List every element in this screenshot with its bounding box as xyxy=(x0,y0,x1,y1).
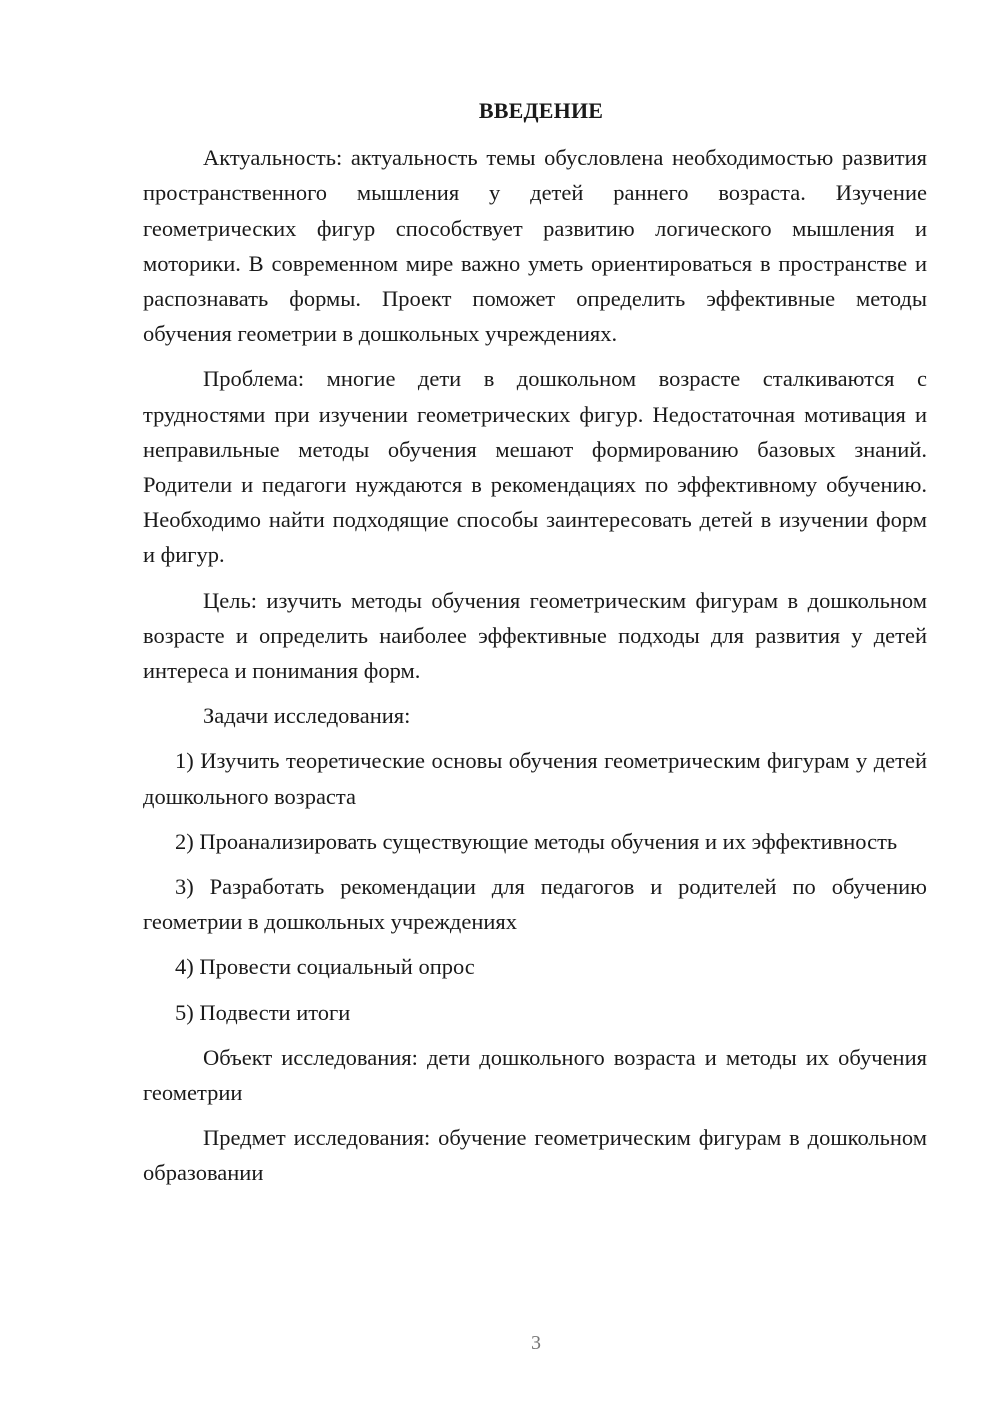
task-item-2: 2) Проанализировать существующие методы обучения и их эффективность xyxy=(175,828,898,854)
task-item-1: 1) Изучить теоретические основы обучения геометрическим фигурам у детей дошкольного возраста xyxy=(143,748,927,809)
page-title: ВВЕДЕНИЕ xyxy=(478,98,604,123)
relevance-paragraph: Актуальность: актуальность темы обусловлена необходимостью развития пространственного мышления у детей раннего возраста. Изучение геометрических фигур способствует развитию логического мышления и моторики. В современном мире важно уметь ориентироваться в пространстве и распознавать формы. Проект поможет определить эффективные методы обучения геометрии в дошкольных учреждениях. xyxy=(143,145,927,347)
tasks-list xyxy=(143,743,927,1029)
goal-paragraph: Цель: изучить методы обучения геометрическим фигурам в дошкольном возрасте и определить наиболее эффективные подходы для развития у детей интереса и понимания форм. xyxy=(143,587,927,684)
task-item-5: 5) Подвести итоги xyxy=(175,999,351,1025)
task-item-4: 4) Провести социальный опрос xyxy=(175,954,475,980)
object-paragraph: Объект исследования: дети дошкольного возраста и методы их обучения геометрии xyxy=(143,1044,927,1106)
page-number: 3 xyxy=(531,1332,541,1354)
task-item-3: 3) Разработать рекомендации для педагогов и родителей по обучению геометрии в дошкольных учреждениях xyxy=(143,874,927,935)
tasks-heading: Задачи исследования: xyxy=(203,703,411,729)
subject-paragraph: Предмет исследования: обучение геометрическим фигурам в дошкольном образовании xyxy=(143,1125,927,1186)
page-content xyxy=(143,93,927,1191)
problem-paragraph: Проблема: многие дети в дошкольном возрасте сталкиваются с трудностями при изучении геометрических фигур. Недостаточная мотивация и неправильные методы обучения мешают формированию базовых знаний. Родители и педагоги нуждаются в рекомендациях по эффективному обучению. Необходимо найти подходящие способы заинтересовать детей в изучении форм и фигур. xyxy=(143,366,927,568)
